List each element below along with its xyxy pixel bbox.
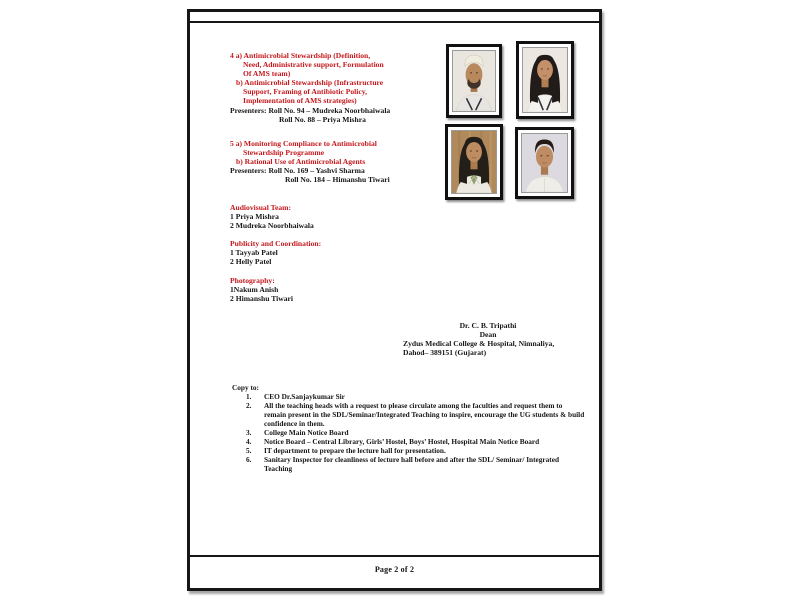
student-photo-frame-3 xyxy=(445,124,503,200)
team-member: 2 Himanshu Tiwari xyxy=(230,293,294,303)
copy-to-item-number: 5. xyxy=(246,446,252,455)
signatory-name: Dr. C. B. Tripathi xyxy=(459,321,517,330)
topic-5-heading-line: b) Rational Use of Antimicrobial Agents xyxy=(236,157,366,167)
page-number-label: Page 2 of 2 xyxy=(374,565,415,574)
copy-to-item-text: IT department to prepare the lecture hall for presentation. xyxy=(264,446,446,455)
student-photo-frame-1 xyxy=(446,44,502,118)
topic-4-heading-line: b) Antimicrobial Stewardship (Infrastructure xyxy=(236,78,384,88)
portrait-male-white-cap-icon xyxy=(453,51,495,111)
topic-4-section xyxy=(230,51,390,124)
team-member: 1Nakum Anish xyxy=(230,284,279,294)
topic-4-heading-line: Support, Framing of Antibiotic Policy, xyxy=(243,87,368,97)
portrait-female-lab-coat-photo xyxy=(451,130,497,194)
portrait-female-lab-coat-icon xyxy=(452,131,496,193)
copy-to-item-text: CEO Dr.Sanjaykumar Sir xyxy=(264,392,345,401)
team-member: 1 Tayyab Patel xyxy=(230,248,278,258)
audiovisual-team-block xyxy=(230,203,321,230)
page-footer-band xyxy=(190,555,599,588)
copy-to-item-text: All the teaching heads with a request to please circulate among the faculties and request them to remain present in the SDL/Seminar/Integrated Teaching to inspire, encourage the UG students & build confidence in them. xyxy=(264,401,585,428)
signatory-institution: Zydus Medical College & Hospital, Nimnaliya, xyxy=(403,339,555,349)
copy-to-item-text: Notice Board – Central Library, Girls’ Hostel, Boys’ Hostel, Hospital Main Notice Board xyxy=(264,437,540,446)
copy-to-item-number: 3. xyxy=(246,428,252,437)
teams-section xyxy=(230,203,321,312)
copy-to-item-text: Sanitary Inspector for cleanliness of lecture hall before and after the SDL/ Seminar/ Integrated Teaching xyxy=(264,455,560,473)
copy-to-item-text: College Main Notice Board xyxy=(264,428,349,437)
topic-5-heading-line: 5 a) Monitoring Compliance to Antimicrobial xyxy=(230,139,377,148)
copy-to-item xyxy=(232,428,588,437)
copy-to-item-number: 1. xyxy=(246,392,252,401)
topic-5-section xyxy=(230,139,390,184)
portrait-male-short-hair-icon xyxy=(522,134,567,192)
team-member: 1 Priya Mishra xyxy=(230,212,279,222)
copy-to-item-number: 6. xyxy=(246,455,252,464)
team-title: Publicity and Coordination: xyxy=(230,239,322,249)
portrait-male-white-cap-photo xyxy=(452,50,496,112)
page-header-band xyxy=(190,12,599,23)
topic-4-heading-line: Need, Administrative support, Formulation xyxy=(243,60,384,70)
copy-to-heading: Copy to: xyxy=(232,383,259,392)
document-page xyxy=(187,9,602,591)
copy-to-item xyxy=(232,401,588,428)
student-photo-frame-4 xyxy=(515,127,574,199)
topic-4-presenters-line: Presenters: Roll No. 94 – Mudreka Noorbhaiwala xyxy=(230,105,391,115)
signatory-address: Dahod– 389151 (Gujarat) xyxy=(403,348,487,358)
portrait-male-short-hair-photo xyxy=(521,133,568,193)
topic-4-heading-line: Of AMS team) xyxy=(243,69,291,79)
copy-to-item xyxy=(232,455,588,473)
copy-to-item-number: 4. xyxy=(246,437,252,446)
topic-4-presenters-line: Roll No. 88 – Priya Mishra xyxy=(279,114,366,124)
topic-5-heading-line: Stewardship Programme xyxy=(243,148,325,158)
copy-to-item-number: 2. xyxy=(246,401,252,410)
topic-5-presenters-line: Presenters: Roll No. 169 – Yashvi Sharma xyxy=(230,166,365,176)
student-photo-frame-2 xyxy=(516,41,574,119)
portrait-female-long-hair-photo xyxy=(522,47,568,113)
photography-team-block xyxy=(230,276,321,303)
portrait-female-long-hair-icon xyxy=(523,48,567,112)
topic-4-heading-line: 4 a) Antimicrobial Stewardship (Definition, xyxy=(230,51,371,60)
copy-to-item xyxy=(232,437,588,446)
copy-to-item xyxy=(232,446,588,455)
team-title: Photography: xyxy=(230,275,275,285)
topic-5-presenters-line: Roll No. 184 – Himanshu Tiwari xyxy=(285,175,390,185)
copy-to-item xyxy=(232,392,588,401)
team-member: 2 Helly Patel xyxy=(230,257,272,267)
topic-4-heading-line: Implementation of AMS strategies) xyxy=(243,96,357,106)
publicity-team-block xyxy=(230,239,321,266)
copy-to-section xyxy=(232,383,588,473)
team-member: 2 Mudreka Noorbhaiwala xyxy=(230,221,314,231)
signatory-designation: Dean xyxy=(479,330,497,340)
team-title: Audiovisual Team: xyxy=(230,203,291,212)
signature-block xyxy=(403,321,573,357)
